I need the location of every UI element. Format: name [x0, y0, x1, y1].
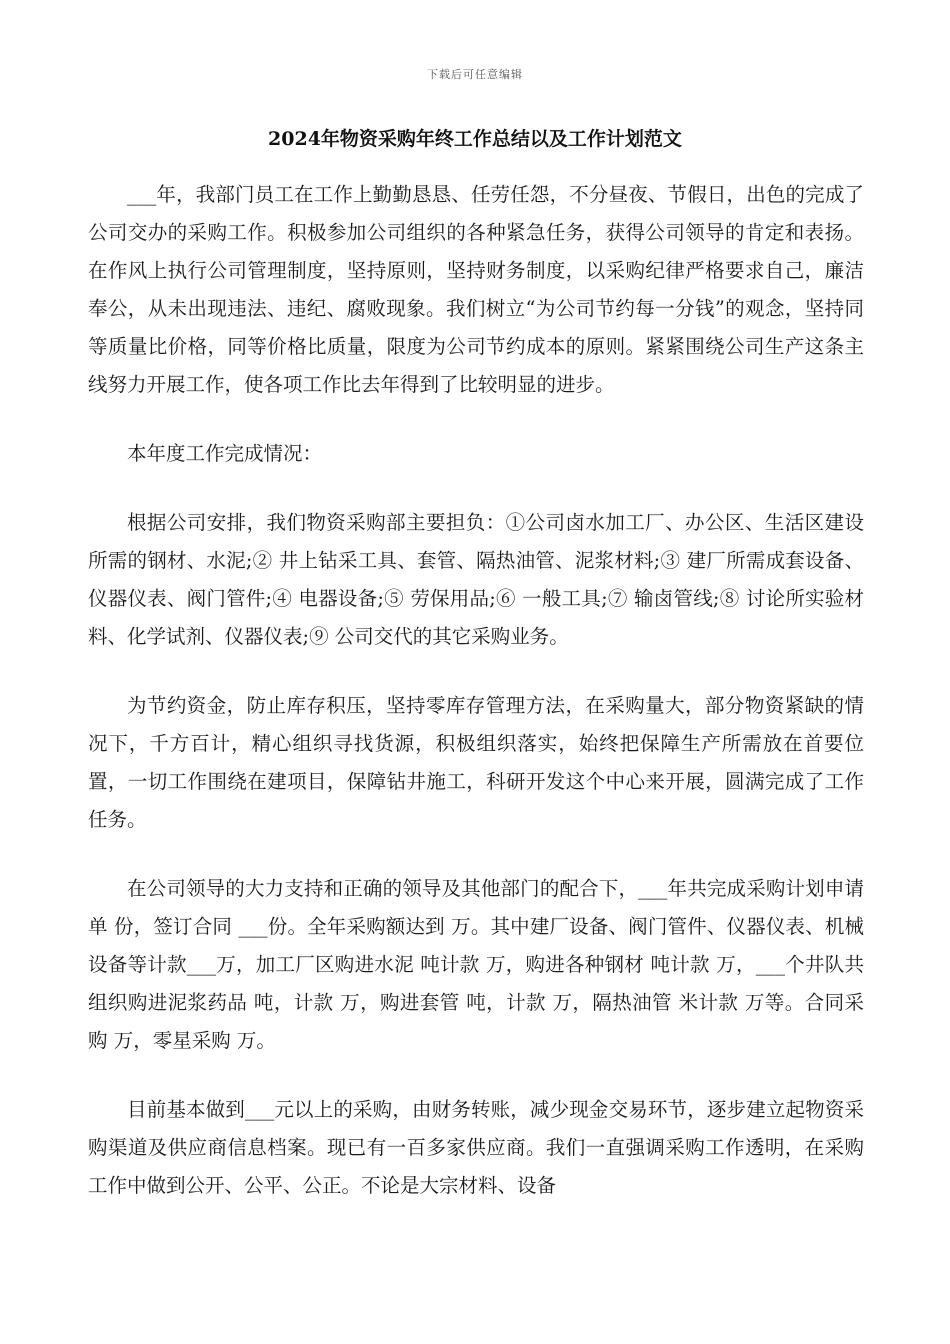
paragraph-section-heading: 本年度工作完成情况：	[127, 442, 323, 465]
paragraph-statistics: 在公司领导的大力支持和正确的领导及其他部门的配合下，___年共完成采购计划申请单 份，签订合同 ___份。全年采购额达到 万。其中建厂设备、阀门管件、仪器仪表、机械设备等计款___万，加工厂区购进水泥 吨计款 万，购进各种钢材 吨计款 万，___个井队共组织购进泥浆药品 吨，计款 万，购进套管 吨，计款 万，隔热油管 米计款 万等。合同采购 万，零星采购 万。	[88, 877, 864, 1052]
header-note: 下载后可任意编辑	[427, 68, 523, 81]
document-body	[88, 176, 864, 1236]
document-title: 2024年物资采购年终工作总结以及工作计划范文	[268, 128, 682, 150]
paragraph-cost-saving: 为节约资金，防止库存积压，坚持零库存管理方法，在采购量大，部分物资紧缺的情况下，千方百计，精心组织寻找货源，积极组织落实，始终把保障生产所需放在首要位置，一切工作围绕在建项目，保障钻井施工，科研开发这个中心来开展，圆满完成了工作任务。	[88, 694, 864, 831]
paragraph-intro: ___年，我部门员工在工作上勤勤恳恳、任劳任怨，不分昼夜、节假日，出色的完成了公司交办的采购工作。积极参加公司组织的各种紧急任务，获得公司领导的肯定和表扬。在作风上执行公司管理制度，坚持原则，坚持财务制度，以采购纪律严格要求自己，廉洁奉公，从未出现违法、违纪、腐败现象。我们树立“为公司节约每一分钱”的观念，坚持同等质量比价格，同等价格比质量，限度为公司节约成本的原则。紧紧围绕公司生产这条主线努力开展工作，使各项工作比去年得到了比较明显的进步。	[88, 183, 864, 396]
paragraph-transparency: 目前基本做到___元以上的采购，由财务转账，减少现金交易环节，逐步建立起物资采购渠道及供应商信息档案。现已有一百多家供应商。我们一直强调采购工作透明，在采购工作中做到公开、公平、公正。不论是大宗材料、设备	[88, 1098, 864, 1197]
paragraph-responsibilities: 根据公司安排，我们物资采购部主要担负：①公司卤水加工厂、办公区、生活区建设所需的钢材、水泥;② 井上钻采工具、套管、隔热油管、泥浆材料;③ 建厂所需成套设备、仪器仪表、阀门管件;④ 电器设备;⑤ 劳保用品;⑥ 一般工具;⑦ 输卤管线;⑧ 讨论所实验材料、化学试剂、仪器仪表;⑨ 公司交代的其它采购业务。	[88, 511, 864, 648]
